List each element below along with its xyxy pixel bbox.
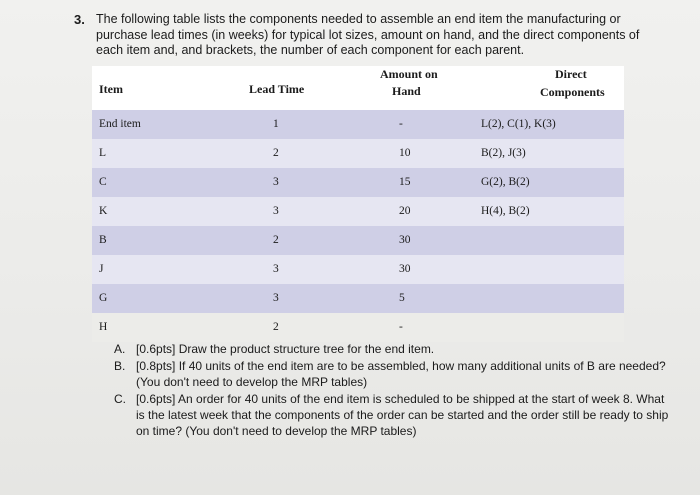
components-table xyxy=(92,66,624,342)
cell-on-hand: 5 xyxy=(399,292,405,304)
cell-lead-time: 3 xyxy=(273,263,279,275)
table-header xyxy=(92,66,624,110)
table-row xyxy=(92,139,624,168)
cell-item: H xyxy=(99,321,108,333)
cell-components: L(2), C(1), K(3) xyxy=(481,118,556,130)
question-part-c xyxy=(110,391,670,439)
cell-lead-time: 3 xyxy=(273,176,279,188)
header-lead-time: Lead Time xyxy=(249,82,305,96)
cell-components: G(2), B(2) xyxy=(481,176,530,188)
part-label: A. xyxy=(114,342,126,356)
cell-item: C xyxy=(99,176,107,188)
cell-components: H(4), B(2) xyxy=(481,205,530,217)
cell-lead-time: 3 xyxy=(273,205,279,217)
part-text: [0.6pts] An order for 40 units of the end item is scheduled to be shipped at the start of week 8. What is the latest week that the components of the order can be started and the order still be ready to ship on time? (You don't need to develop the MRP tables) xyxy=(136,392,669,438)
table-row xyxy=(92,255,624,284)
cell-item: End item xyxy=(99,118,141,130)
header-amount-line2: Hand xyxy=(392,84,421,98)
question-part-b xyxy=(110,358,670,390)
question-text: The following table lists the components needed to assemble an end item the manufacturing or purchase lead times (in weeks) for typical lot sizes, amount on hand, and the direct components of each item and, and brackets, the number of each component for each parent. xyxy=(96,12,640,57)
question-part-a xyxy=(110,341,670,357)
table-row xyxy=(92,197,624,226)
header-amount-line1: Amount on xyxy=(380,67,438,81)
cell-on-hand: 15 xyxy=(399,176,411,188)
cell-on-hand: - xyxy=(399,118,403,130)
cell-lead-time: 3 xyxy=(273,292,279,304)
cell-on-hand: 30 xyxy=(399,263,411,275)
cell-item: K xyxy=(99,205,108,217)
table-row xyxy=(92,284,624,313)
cell-lead-time: 2 xyxy=(273,321,279,333)
part-label: B. xyxy=(114,359,126,373)
cell-lead-time: 1 xyxy=(273,118,279,130)
cell-item: B xyxy=(99,234,107,246)
cell-on-hand: 30 xyxy=(399,234,411,246)
cell-on-hand: 20 xyxy=(399,205,411,217)
cell-item: L xyxy=(99,147,107,159)
cell-lead-time: 2 xyxy=(273,147,279,159)
table-row xyxy=(92,313,624,342)
header-item: Item xyxy=(99,82,123,96)
cell-on-hand: - xyxy=(399,321,403,333)
cell-lead-time: 2 xyxy=(273,234,279,246)
header-direct-line1: Direct xyxy=(555,67,587,81)
cell-components: B(2), J(3) xyxy=(481,147,526,159)
question-parts xyxy=(110,341,670,440)
cell-item: G xyxy=(99,292,108,304)
part-text: [0.8pts] If 40 units of the end item are to be assembled, how many additional units of B are needed? (You don't need to develop the MRP tables) xyxy=(136,359,666,389)
cell-on-hand: 10 xyxy=(399,147,411,159)
question-number: 3. xyxy=(74,12,85,27)
part-text: [0.6pts] Draw the product structure tree for the end item. xyxy=(136,342,435,356)
header-direct-line2: Components xyxy=(540,85,605,99)
table-row xyxy=(92,226,624,255)
table-row xyxy=(92,168,624,197)
part-label: C. xyxy=(114,392,126,406)
cell-item: J xyxy=(99,263,104,275)
table-row xyxy=(92,110,624,139)
